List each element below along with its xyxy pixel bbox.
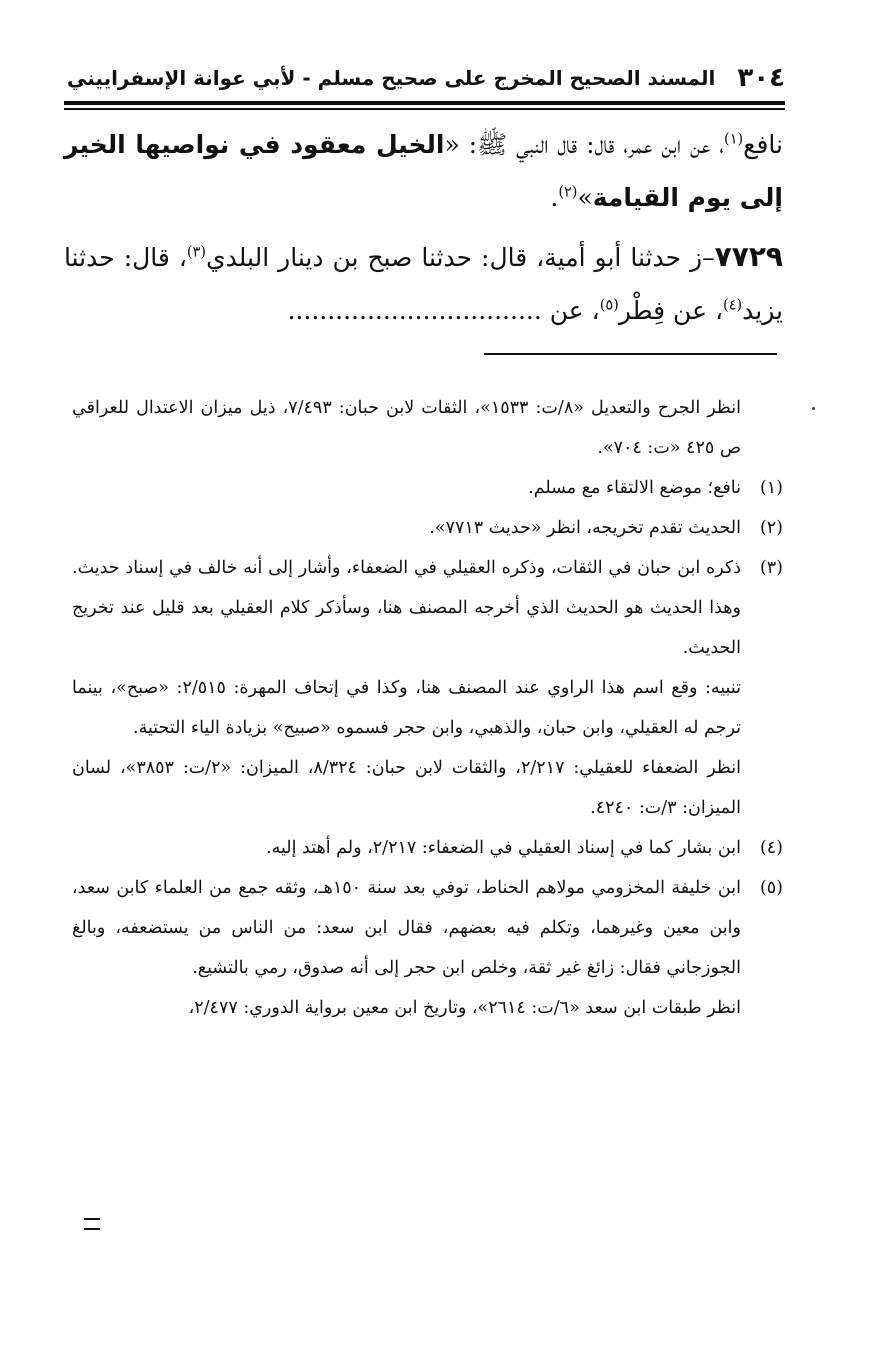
footnote-number: (٥) [759,878,783,898]
footnote-1 [72,468,783,508]
footnote-ref-5: (٥) [599,297,619,314]
header-rule [64,101,785,105]
ellipsis-dots: ................................ [287,296,542,325]
footnote-ref-3: (٣) [186,244,207,261]
hadith-7729: ٧٧٢٩–ز حدثنا أبو أمية، قال: حدثنا صبح بن دينار البلدي$^{(٣)}$، قال: حدثنا يزيد$^{(٤)}$، عن فِطْر$^{(٥)}$، عن ................................ [64,240,783,325]
footnote-3-tanbih: تنبيه: وقع اسم هذا الراوي عند المصنف هنا، وكذا في إتحاف المهرة: ٢/٥١٥: «صبح»، بينما ترجم له العقيلي، وابن حبان، والذهبي، وابن حجر فسموه «صبيح» بزيادة الياء التحتية. [72,678,741,738]
footnote-number: (٢) [759,518,783,538]
running-header [64,58,785,98]
footnotes [72,388,783,1028]
footnote-5 [72,868,783,988]
footnote-text: ذكره ابن حبان في الثقات، وذكره العقيلي في الضعفاء، وأشار إلى أنه خالف في إسناد حديث. وهذا الحديث هو الحديث الذي أخرجه المصنف هنا، وسأذكر كلام العقيلي بعد قليل عند تخريج الحديث. [72,558,741,658]
footnote-number: (١) [759,478,783,498]
hadith-matn: الخيل معقود في نواصيها الخير إلى يوم القيامة [64,130,783,212]
footnote-3 [72,548,783,668]
footnote-number: (٤) [759,838,783,858]
continuation-mark [84,1218,100,1230]
footnote-3-references: انظر الضعفاء للعقيلي: ٢/٢١٧، والثقات لابن حبان: ٨/٣٢٤، الميزان: «٢/ت: ٣٨٥٣»، لسان الميزان: ٣/ت: ٤٢٤٠. [72,758,741,818]
page-number: ٣٠٤ [737,63,785,93]
hadith-number: ٧٧٢٩ [714,240,783,273]
footnote-text: ابن خليفة المخزومي مولاهم الحناط، توفي بعد سنة ١٥٠هـ، وثقه جمع من العلماء كابن سعد، وابن معين وغيرهما، وتكلم فيه بعضهم، فقال ابن سعد: من الناس من يستضعفه، وبالغ الجوزجاني فقال: زائغ غير ثقة، وخلص ابن حجر إلى أنه صدوق، رمي بالتشيع. [72,878,741,978]
scan-speck [812,407,815,410]
footnote-number: (٣) [759,558,783,578]
footnote-4 [72,828,783,868]
running-title: المسند الصحيح المخرج على صحيح مسلم - لأبي عوانة الإسفراييني [67,66,716,90]
footnote-ref-1: (١) [724,131,744,148]
footnote-2 [72,508,783,548]
footnote-separator [484,353,777,355]
footnote-carryover: انظر الجرح والتعديل «٨/ت: ١٥٣٣»، الثقات لابن حبان: ٧/٤٩٣، ذيل ميزان الاعتدال للعراقي ص ٤٢٥ «ت: ٧٠٤». [72,398,741,458]
footnote-text: ابن بشار كما في إسناد العقيلي في الضعفاء: ٢/٢١٧، ولم أهتد إليه. [266,838,741,858]
footnote-text: الحديث تقدم تخريجه، انظر «حديث ٧٧١٣». [429,518,741,538]
footnote-text: نافع؛ موضع الالتقاء مع مسلم. [528,478,741,498]
hadith-text-continuation: نافع$^{(١)}$، عن ابن عمر، قال: قال النبي ﷺ: «الخيل معقود في نواصيها الخير إلى يوم القيامة»$^{(٢)}$. [64,130,783,212]
main-text [64,118,783,337]
footnote-5-references: انظر طبقات ابن سعد «٦/ت: ٢٦١٤»، وتاريخ ابن معين برواية الدوري: ٢/٤٧٧، [188,998,741,1018]
header-rule-thin [64,108,785,110]
footnote-ref-4: (٤) [723,297,743,314]
footnote-ref-2: (٢) [558,184,578,201]
